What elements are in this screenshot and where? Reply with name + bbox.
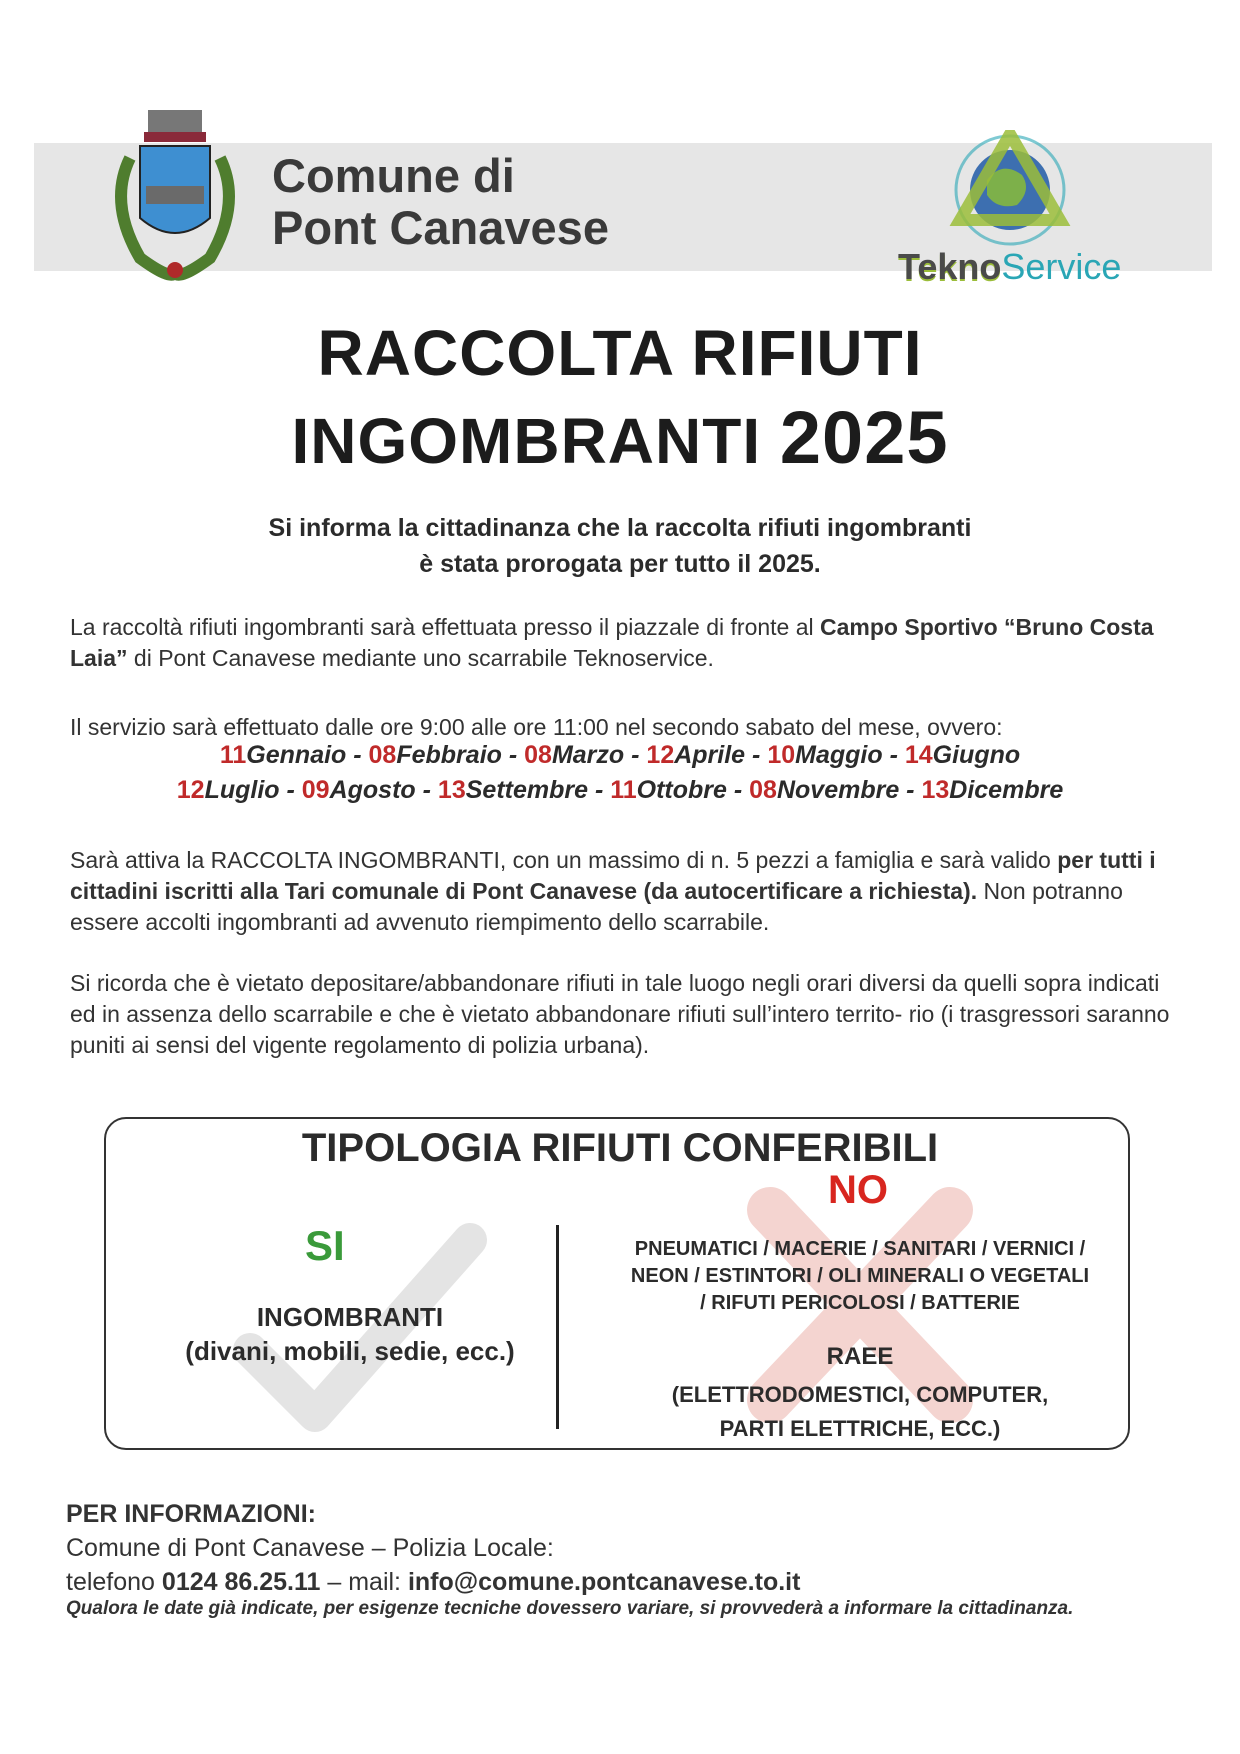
yes-item-line2: (divani, mobili, sedie, ecc.) (185, 1336, 515, 1366)
dates-row-2 (0, 773, 1240, 807)
date-separator: - (726, 776, 750, 804)
date-separator: - (501, 741, 525, 769)
date-separator: - (346, 741, 369, 769)
title-year: 2025 (779, 396, 949, 479)
date-item (220, 741, 369, 769)
yes-items (150, 1300, 550, 1368)
no-items (600, 1236, 1120, 1317)
schedule-paragraph: Il servizio sarà effettuato dalle ore 9:00 alle ore 11:00 nel secondo sabato del mese, ovvero: (70, 714, 1003, 740)
intro-notice (0, 510, 1240, 582)
location-venue: Campo Sportivo “Bruno Costa Laia” (70, 614, 1154, 671)
date-month: Novembre (776, 776, 900, 804)
date-day: 13 (921, 776, 950, 804)
raee-details (600, 1378, 1120, 1446)
contact-heading: PER INFORMAZIONI: (66, 1500, 316, 1528)
tekno-logo-part1: Tekno (898, 246, 1002, 287)
comune-line1: Comune di (272, 149, 515, 202)
no-item-line2: NEON / ESTINTORI / OLI MINERALI O VEGETALI (630, 1265, 1090, 1287)
date-day: 08 (524, 741, 552, 769)
date-item (438, 776, 610, 804)
date-month: Febbraio (396, 741, 502, 769)
date-item (302, 776, 431, 804)
contact-line2 (66, 1565, 800, 1599)
mail-address[interactable]: info@comune.pontcanavese.to.it (407, 1568, 801, 1596)
date-month: Maggio (795, 741, 883, 769)
date-item (646, 741, 767, 769)
rules-text-a: Sarà attiva la RACCOLTA INGOMBRANTI, con un massimo di n. 5 pezzi a famiglia e sarà valido (70, 847, 1058, 873)
date-item (524, 741, 639, 769)
waste-types-title: TIPOLOGIA RIFIUTI CONFERIBILI (301, 1126, 939, 1170)
date-month: Aprile (674, 741, 746, 769)
intro-line1: Si informa la cittadinanza che la raccolta rifiuti ingombranti (268, 514, 972, 542)
date-separator: - (882, 741, 905, 769)
date-month: Marzo (551, 741, 625, 769)
contact-line1: Comune di Pont Canavese – Polizia Locale: (66, 1534, 554, 1562)
date-item (177, 776, 302, 804)
date-month: Agosto (329, 776, 416, 804)
date-month: Ottobre (636, 776, 727, 804)
column-divider (556, 1225, 559, 1429)
date-separator: - (279, 776, 302, 804)
date-separator: - (415, 776, 431, 804)
date-item (905, 741, 1020, 769)
date-day: 10 (767, 741, 796, 769)
location-paragraph (70, 612, 1180, 674)
raee-line2: PARTI ELETTRICHE, ECC.) (719, 1416, 1001, 1441)
date-day: 12 (646, 741, 675, 769)
raee-label: RAEE (826, 1343, 894, 1370)
location-text-a: La raccoltà rifiuti ingombranti sarà effettuata presso il piazzale di fronte al (70, 614, 821, 640)
rules-bold: per tutti i cittadini iscritti alla Tari comunale di Pont Canavese (da autocertificare a richiesta). (70, 847, 1156, 904)
rules-paragraph (70, 845, 1180, 938)
title-line1: RACCOLTA RIFIUTI (317, 317, 923, 389)
date-item (921, 776, 1063, 804)
date-month: Gennaio (246, 741, 347, 769)
date-item (749, 776, 914, 804)
comune-line2: Pont Canavese (272, 201, 609, 254)
date-separator: - (588, 776, 611, 804)
date-day: 13 (437, 776, 466, 804)
date-separator: - (899, 776, 915, 804)
date-day: 08 (749, 776, 777, 804)
disclaimer: Qualora le date già indicate, per esigenze tecniche dovessero variare, si provvederà a informare la cittadinanza. (66, 1598, 1074, 1619)
date-month: Luglio (204, 776, 280, 804)
tekno-service-logo-text (898, 246, 1121, 288)
yes-item-line1: INGOMBRANTI (256, 1302, 444, 1332)
intro-line2: è stata prorogata per tutto il 2025. (419, 550, 821, 578)
coat-of-arms-icon (100, 108, 250, 298)
no-item-line3: / RIFUTI PERICOLOSI / BATTERIE (700, 1292, 1020, 1314)
phone-label: telefono (66, 1568, 162, 1596)
date-day: 08 (368, 741, 397, 769)
comune-name (272, 150, 609, 254)
title-line2 (0, 395, 1240, 480)
date-day: 12 (176, 776, 205, 804)
no-label: NO (828, 1168, 888, 1212)
date-month: Settembre (465, 776, 588, 804)
date-item (767, 741, 905, 769)
date-day: 09 (301, 776, 330, 804)
date-day: 14 (904, 741, 933, 769)
contact-info (66, 1497, 800, 1599)
dates-row-1 (0, 738, 1240, 772)
date-item (369, 741, 525, 769)
location-text-b: di Pont Canavese mediante uno scarrabile Teknoservice. (127, 645, 714, 671)
date-month: Dicembre (949, 776, 1064, 804)
warning-paragraph: Si ricorda che è vietato depositare/abbandonare rifiuti in tale luogo negli orari diversi da quelli sopra indicati ed in assenza dello scarrabile e che è vietato abbandonare rifiuti sull’intero territo- rio (i trasgressori saranno puniti ai sensi del vigente regolamento di polizia urbana). (70, 970, 1170, 1058)
mail-label: – mail: (320, 1568, 408, 1596)
raee-line1: (ELETTRODOMESTICI, COMPUTER, (671, 1382, 1049, 1407)
date-month: Giugno (932, 741, 1021, 769)
date-day: 11 (610, 776, 637, 804)
title-line2-text: INGOMBRANTI (291, 405, 762, 477)
rules-text-b: Non potranno essere accolti ingombranti ad avvenuto riempimento dello scarrabile. (70, 878, 1123, 935)
phone-number[interactable]: 0124 86.25.11 (161, 1568, 321, 1596)
date-day: 11 (219, 741, 247, 769)
tekno-logo-part2: Service (1001, 246, 1122, 287)
date-separator: - (745, 741, 768, 769)
date-separator: - (624, 741, 640, 769)
yes-label: SI (305, 1222, 345, 1269)
date-item (610, 776, 749, 804)
no-item-line1: PNEUMATICI / MACERIE / SANITARI / VERNICI / (634, 1238, 1086, 1260)
